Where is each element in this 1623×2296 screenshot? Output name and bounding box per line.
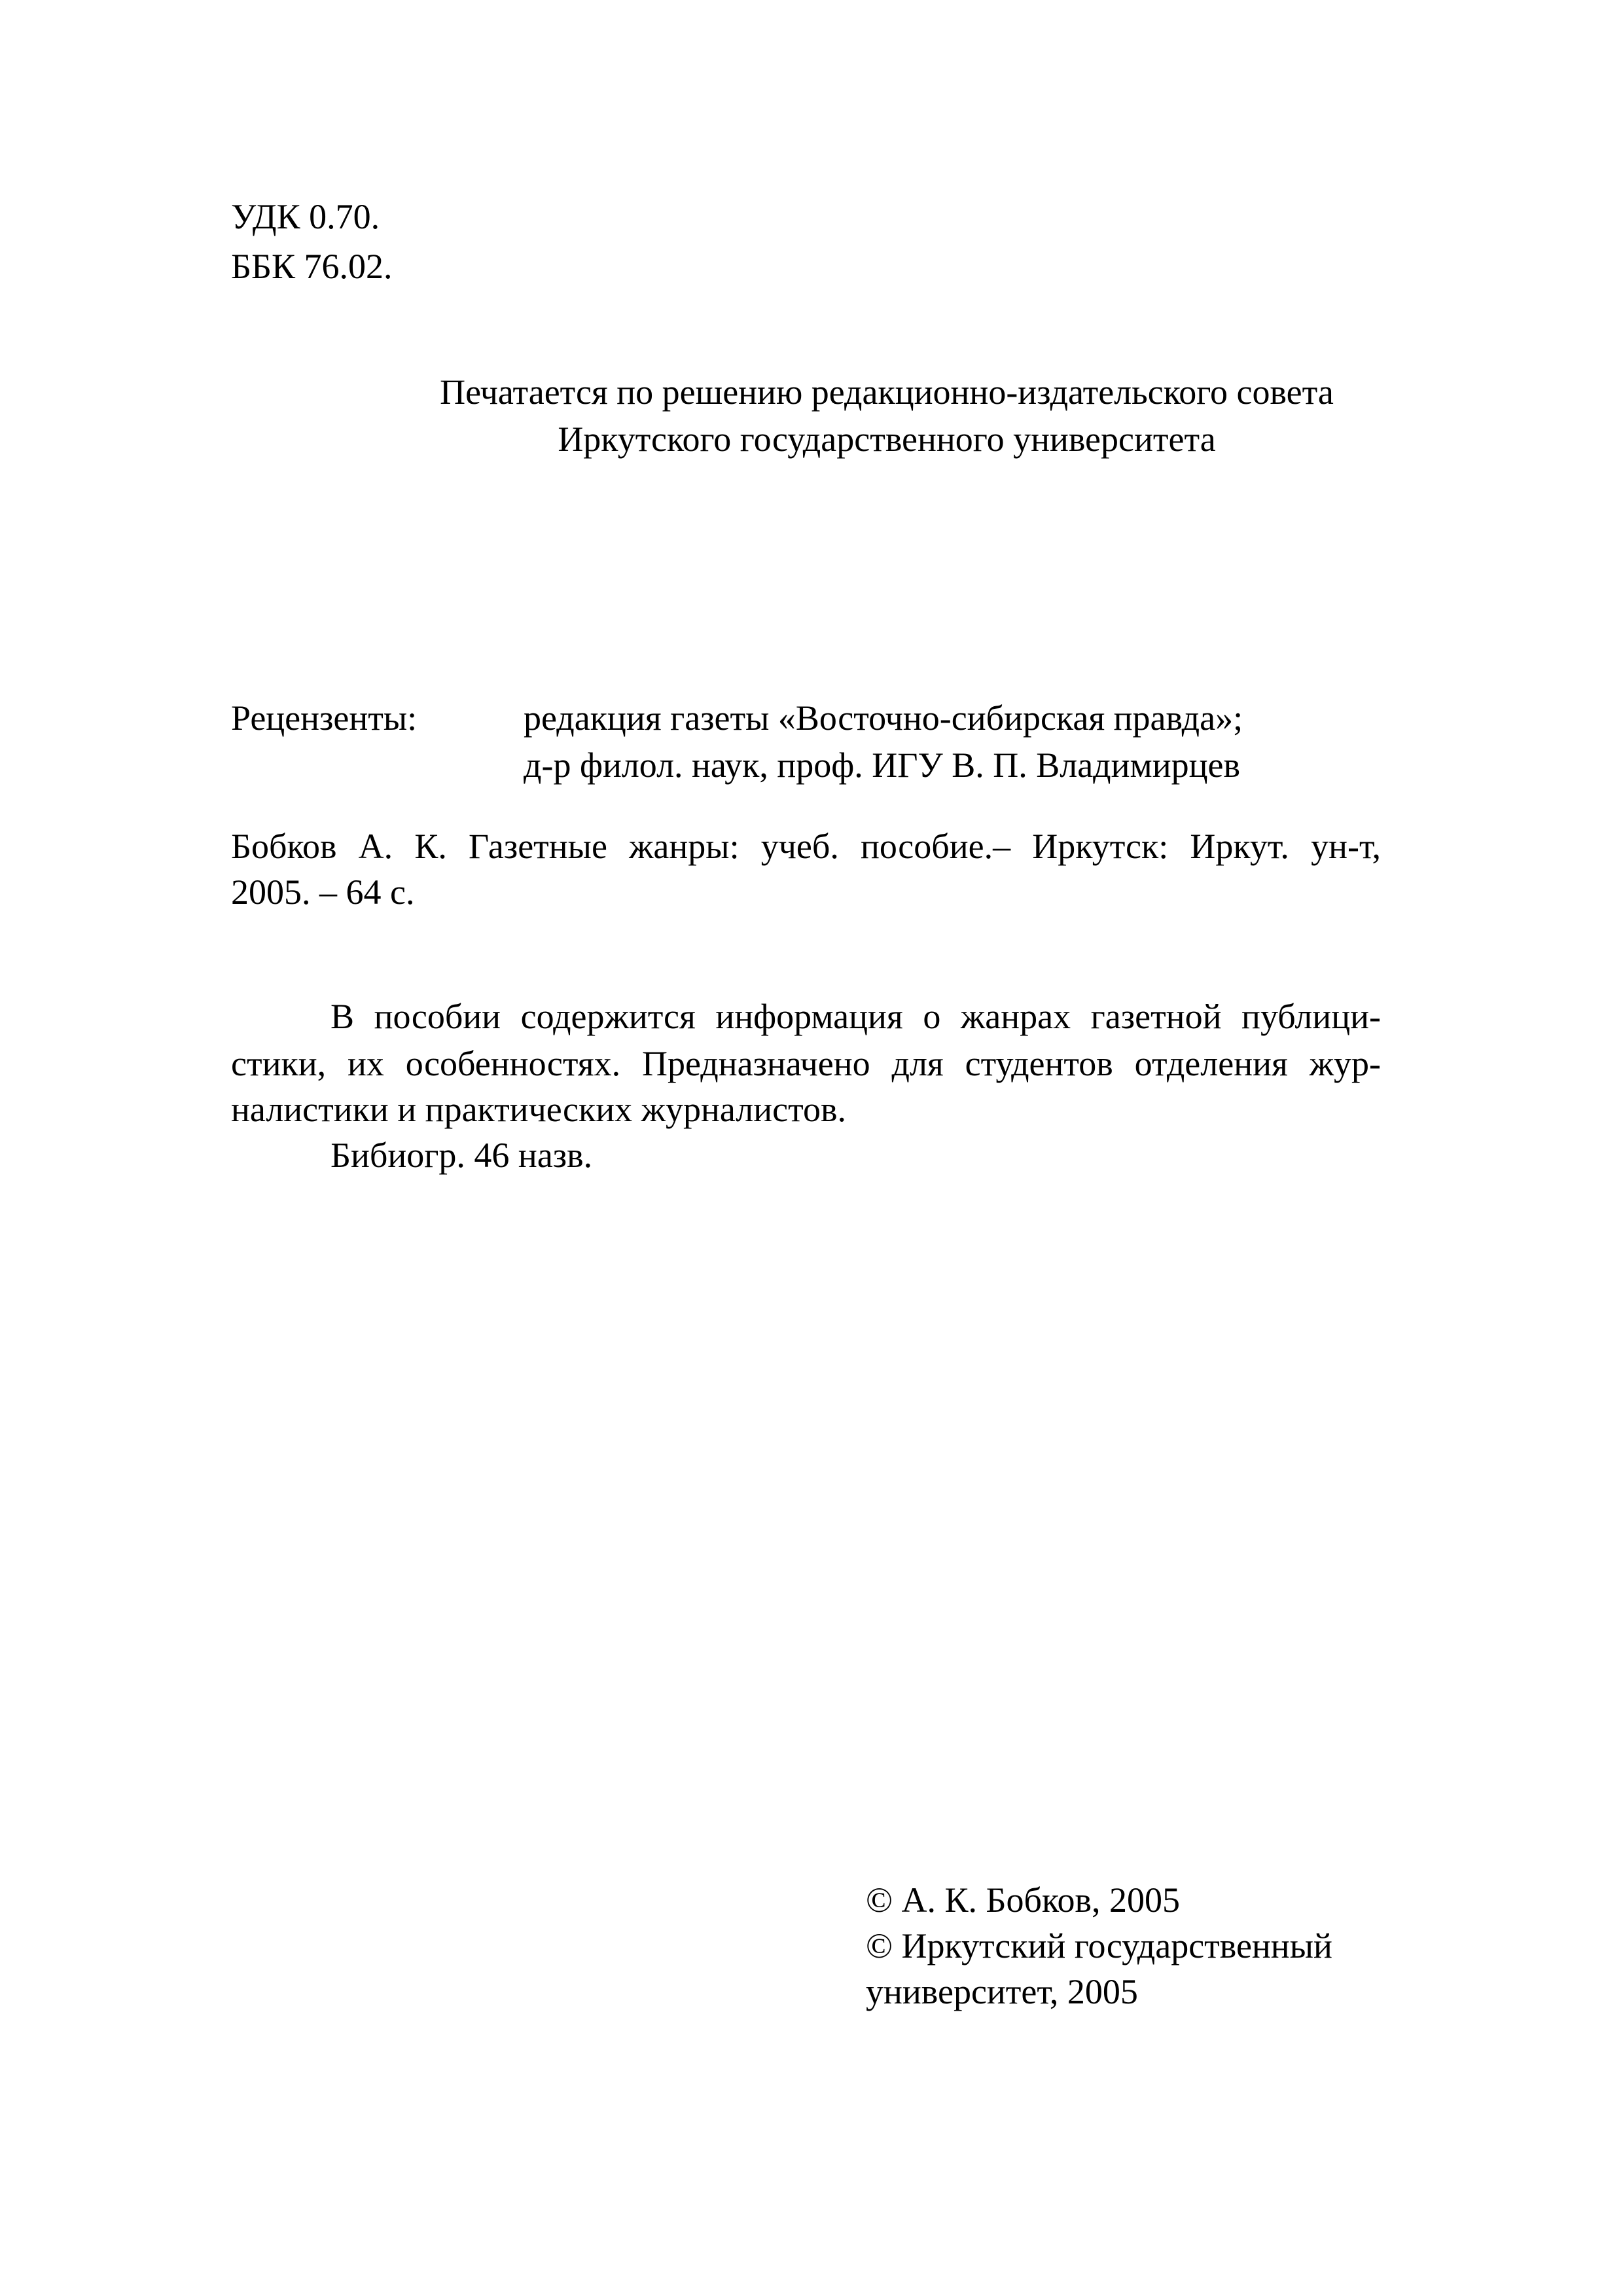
reviewers-label: Рецензенты: — [231, 698, 418, 738]
reviewer-item: д-р филол. наук, проф. ИГУ В. П. Владимирцев — [524, 745, 1240, 785]
annotation-line-2: стики, их особенностях. Предназначено для студентов отделения жур- — [231, 1044, 1381, 1083]
bibliography-count: Бибиогр. 46 назв. — [330, 1136, 593, 1175]
bbk-code: ББК 76.02. — [231, 247, 393, 286]
bibliographic-record-line-1: Бобков А. К. Газетные жанры: учеб. пособие.– Иркутск: Иркут. ун-т, — [231, 827, 1381, 866]
udk-code: УДК 0.70. — [231, 197, 380, 236]
publication-note-line-1: Печатается по решению редакционно-издательского совета — [440, 372, 1334, 412]
reviewer-item: редакция газеты «Восточно-сибирская правда»; — [524, 698, 1243, 738]
bibliographic-record-line-2: 2005. – 64 с. — [231, 872, 415, 912]
annotation-line-3: налистики и практических журналистов. — [231, 1090, 846, 1129]
copyright-university: © Иркутский государственный — [866, 1926, 1332, 1965]
publication-note-line-2: Иркутского государственного университета — [558, 420, 1216, 459]
annotation-line-1: В пособии содержится информация о жанрах газетной публици- — [330, 997, 1381, 1036]
copyright-author: © А. К. Бобков, 2005 — [866, 1880, 1181, 1920]
copyright-university-cont: университет, 2005 — [866, 1972, 1138, 2011]
